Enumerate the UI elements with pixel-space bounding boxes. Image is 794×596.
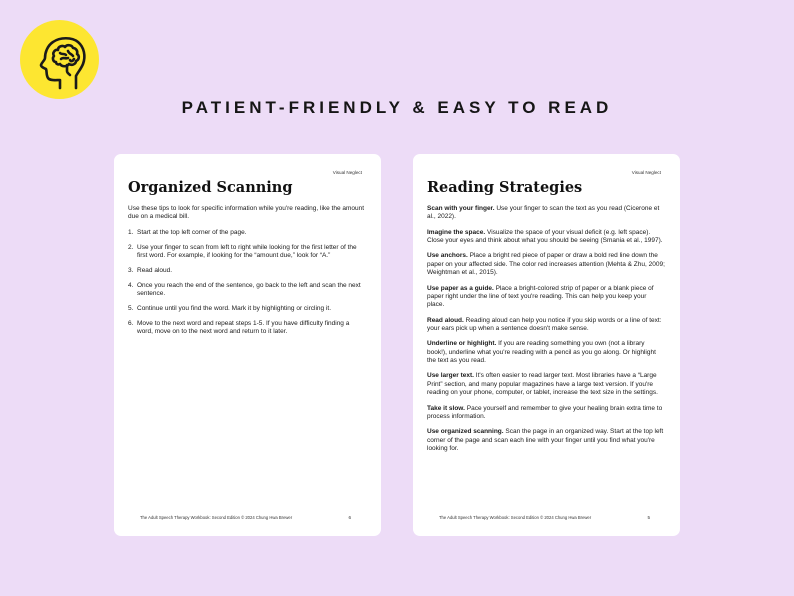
step-item (128, 229, 366, 237)
strategy-heading: Use paper as a guide. (427, 284, 494, 292)
strategy-text: Visualize the space of your visual deficit (e.g. left space). Close your eyes and think about what you should be seeing (Smania et al., 1997). (427, 228, 663, 245)
page-body (128, 205, 366, 343)
step-text: Once you reach the end of the sentence, go back to the left and scan the next sentence. (137, 281, 361, 298)
strategy-item (427, 340, 665, 365)
strategy-item (427, 229, 665, 246)
page-footer: The Adult Speech Therapy Workbook: Second Edition © 2024 Chung Hwa Brewer (439, 515, 592, 520)
strategy-heading: Take it slow. (427, 404, 465, 412)
step-item (128, 320, 366, 337)
section-tag: Visual Neglect (631, 170, 661, 175)
step-number: 4. (128, 281, 134, 289)
strategy-item (427, 285, 665, 310)
section-tag: Visual Neglect (332, 170, 362, 175)
step-number: 1. (128, 229, 134, 237)
step-item (128, 305, 366, 313)
strategy-heading: Use organized scanning. (427, 428, 504, 436)
strategy-text: Place a bright-colored strip of paper or a blank piece of paper right under the line of text you're reading. This can help you keep your place. (427, 284, 654, 309)
page-body (427, 205, 665, 460)
strategy-text: Scan the page in an organized way. Start at the top left corner of the page and scan each line with your finger until you find what you're looking for. (427, 428, 664, 453)
page-footer: The Adult Speech Therapy Workbook: Second Edition © 2024 Chung Hwa Brewer (140, 515, 293, 520)
step-number: 2. (128, 244, 134, 252)
strategy-text: It's often easier to read larger text. Most libraries have a “Large Print” section, and many popular magazines have a large text version. If you're reading on your phone, computer, or tablet, increase the text size in the settings. (427, 372, 658, 397)
step-number: 6. (128, 319, 134, 327)
strategy-item (427, 205, 665, 222)
step-item (128, 282, 366, 299)
page-title: Organized Scanning (128, 179, 293, 196)
strategy-text: Use your finger to scan the text as you read (Cicerone et al., 2022). (427, 205, 660, 221)
workbook-page-left (114, 154, 381, 536)
strategy-heading: Use larger text. (427, 372, 474, 380)
intro-paragraph: Use these tips to look for specific information while you're reading, like the amount due on a medical bill. (128, 205, 365, 221)
headline: PATIENT-FRIENDLY & EASY TO READ (181, 98, 613, 117)
strategy-text: Place a bright red piece of paper or draw a bold red line down the paper on your affected side. The color red increases attention (Mehta & Zhu, 2009; Weightman et al., 2015). (427, 252, 665, 277)
steps-list (128, 229, 366, 336)
strategy-heading: Underline or highlight. (427, 340, 497, 348)
strategy-item (427, 428, 665, 453)
step-number: 3. (128, 267, 134, 275)
strategy-heading: Read aloud. (427, 316, 464, 324)
step-item (128, 244, 366, 261)
strategy-heading: Use anchors. (427, 252, 468, 260)
strategy-item (427, 372, 665, 397)
step-text: Start at the top left corner of the page. (137, 229, 247, 237)
strategy-heading: Scan with your finger. (427, 205, 495, 212)
brain-head-icon (20, 20, 99, 99)
step-text: Move to the next word and repeat steps 1-5. If you have difficulty finding a word, move on to the next word and return to it later. (137, 319, 350, 336)
page-number: 6 (348, 515, 351, 520)
step-item (128, 267, 366, 275)
strategy-item (427, 252, 665, 277)
strategy-text: Pace yourself and remember to give your healing brain extra time to process information. (427, 404, 663, 420)
strategy-heading: Imagine the space. (427, 228, 486, 236)
page-title: Reading Strategies (427, 179, 583, 196)
logo-badge (20, 20, 99, 99)
step-number: 5. (128, 304, 134, 312)
strategy-text: If you are reading something you own (not a library book!), underline what you're reading with a pencil as you go along. Or highlight the text as you read. (427, 340, 656, 365)
page-number: 5 (647, 515, 650, 520)
step-text: Continue until you find the word. Mark it by highlighting or circling it. (137, 304, 332, 312)
step-text: Read aloud. (137, 267, 173, 275)
strategy-text: Reading aloud can help you notice if you skip words or a line of text: your ears pick up when a sentence doesn't make sense. (427, 316, 662, 333)
workbook-page-right (413, 154, 680, 536)
strategy-item (427, 317, 665, 334)
step-text: Use your finger to scan from left to right while looking for the first letter of the first word. For example, if looking for the “amount due,” look for “A.” (137, 244, 357, 260)
strategy-item (427, 405, 665, 422)
